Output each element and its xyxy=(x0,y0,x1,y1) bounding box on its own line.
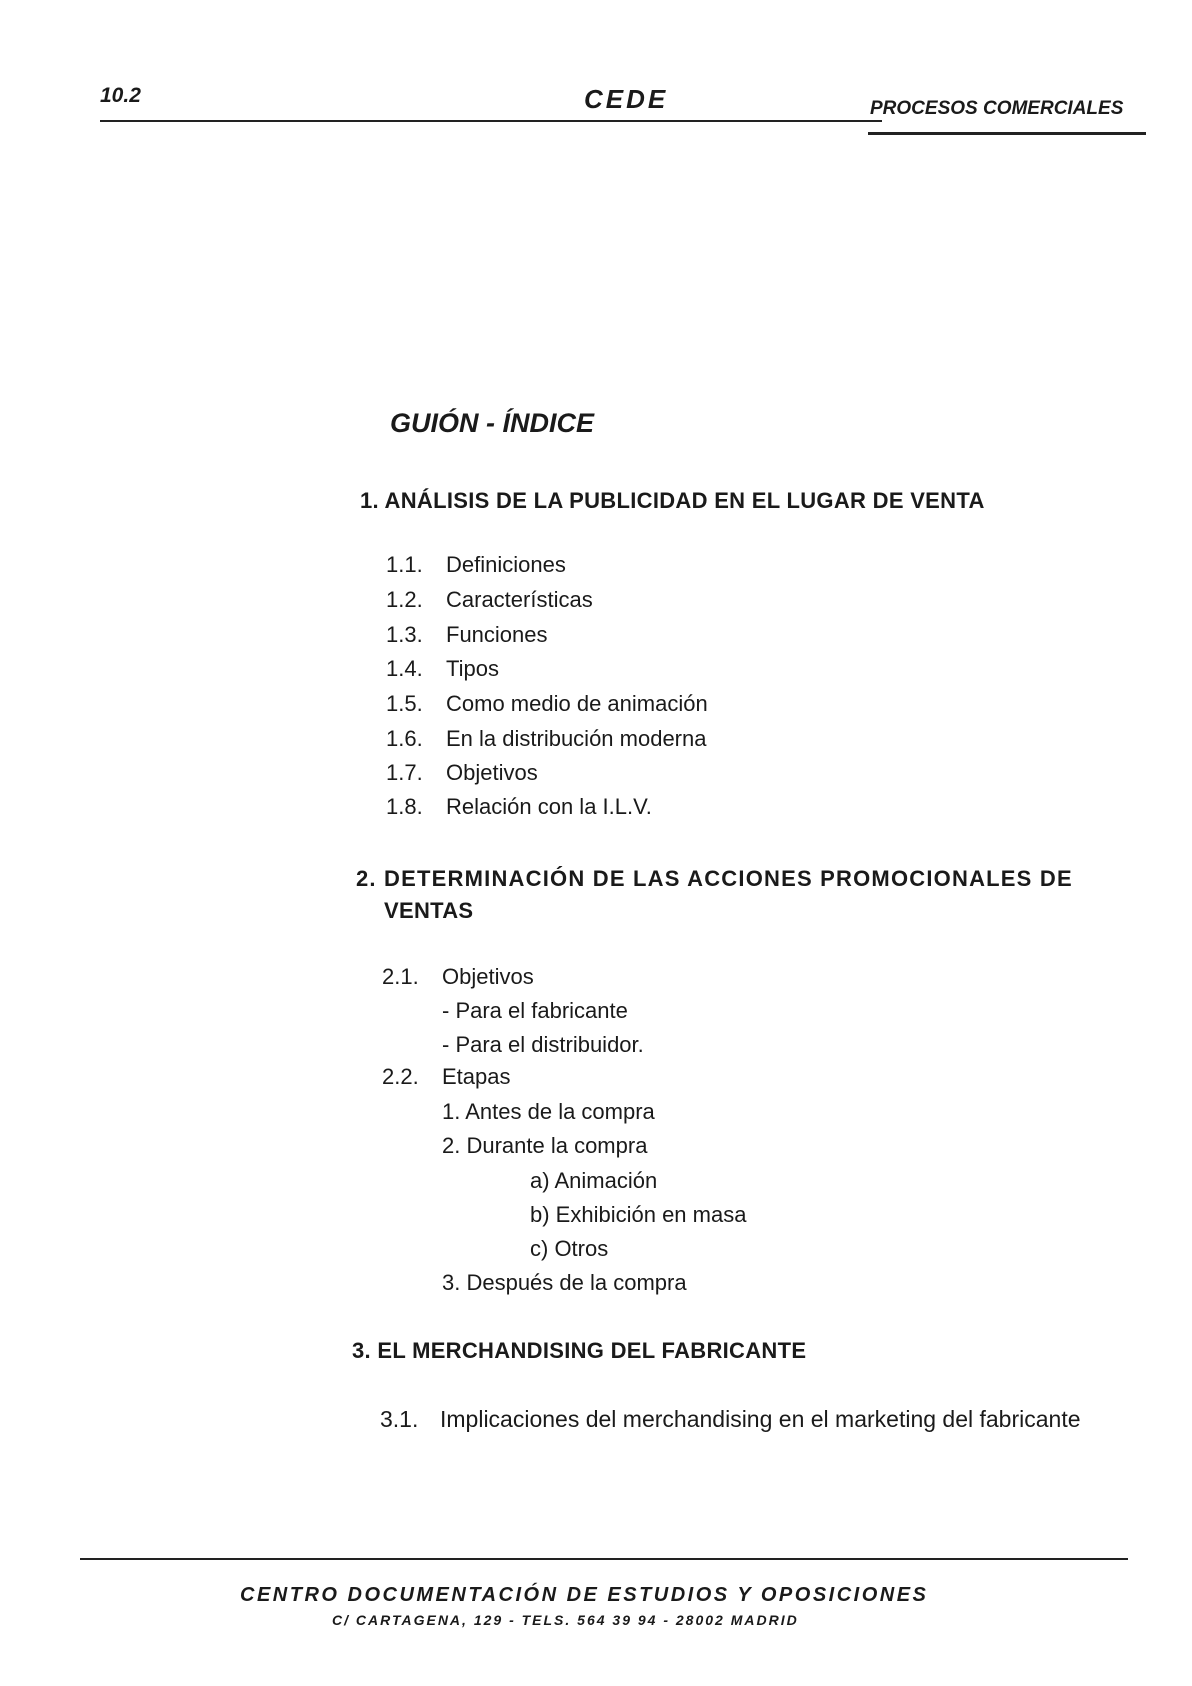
toc-item-label: Definiciones xyxy=(446,552,566,577)
page-number: 10.2 xyxy=(100,84,141,107)
toc-item-label: Tipos xyxy=(446,656,499,681)
subject-title: PROCESOS COMERCIALES xyxy=(870,98,1124,119)
toc-item xyxy=(380,1406,1081,1433)
toc-item-label: Como medio de animación xyxy=(446,691,708,716)
toc-item-number: 2.2. xyxy=(382,1064,419,1089)
footer-address: C/ CARTAGENA, 129 - TELS. 564 39 94 - 28002 MADRID xyxy=(332,1612,799,1628)
section-2-heading: 2. DETERMINACIÓN DE LAS ACCIONES PROMOCIONALES DE xyxy=(356,866,1073,891)
toc-subsubitem: c) Otros xyxy=(530,1236,609,1261)
toc-item xyxy=(386,622,548,648)
footer-organization: CENTRO DOCUMENTACIÓN DE ESTUDIOS Y OPOSICIONES xyxy=(240,1584,929,1606)
toc-item xyxy=(386,552,566,578)
toc-subitem: - Para el distribuidor. xyxy=(442,1032,644,1057)
toc-item-label: Implicaciones del merchandising en el marketing del fabricante xyxy=(440,1406,1081,1432)
toc-subitem: 1. Antes de la compra xyxy=(442,1099,655,1124)
toc-item-number: 1.3. xyxy=(386,622,423,647)
toc-item xyxy=(382,1064,511,1090)
section-3-heading: 3. EL MERCHANDISING DEL FABRICANTE xyxy=(352,1338,807,1363)
toc-item-number: 1.4. xyxy=(386,656,423,681)
section-1-heading: 1. ANÁLISIS DE LA PUBLICIDAD EN EL LUGAR DE VENTA xyxy=(360,488,985,513)
toc-item-label: Objetivos xyxy=(446,760,538,785)
toc-item-number: 1.1. xyxy=(386,552,423,577)
publisher-logo-text: CEDE xyxy=(584,84,669,114)
toc-item-label: Características xyxy=(446,587,593,612)
toc-item xyxy=(386,587,593,613)
toc-item xyxy=(386,691,708,717)
toc-item-label: Etapas xyxy=(442,1064,511,1089)
toc-item-label: Relación con la I.L.V. xyxy=(446,794,652,819)
toc-item xyxy=(386,726,706,752)
toc-item-number: 1.7. xyxy=(386,760,423,785)
toc-item xyxy=(386,656,499,682)
toc-item-number: 1.6. xyxy=(386,726,423,751)
toc-subsubitem: a) Animación xyxy=(530,1168,658,1193)
toc-item-label: Funciones xyxy=(446,622,548,647)
toc-subitem: - Para el fabricante xyxy=(442,998,628,1023)
toc-item-number: 3.1. xyxy=(380,1406,419,1432)
header-rule xyxy=(100,120,882,122)
toc-item xyxy=(386,760,538,786)
header-rule-right xyxy=(868,132,1146,135)
toc-item-number: 1.2. xyxy=(386,587,423,612)
toc-item-number: 1.8. xyxy=(386,794,423,819)
toc-item-label: En la distribución moderna xyxy=(446,726,707,751)
footer-rule xyxy=(80,1558,1128,1560)
section-2-heading-cont: VENTAS xyxy=(384,898,474,923)
toc-item-number: 1.5. xyxy=(386,691,423,716)
toc-item xyxy=(386,794,652,820)
page-title: GUIÓN - ÍNDICE xyxy=(390,408,595,438)
toc-item-label: Objetivos xyxy=(442,964,534,989)
toc-item xyxy=(382,964,534,990)
toc-subitem: 2. Durante la compra xyxy=(442,1133,648,1158)
toc-subitem: 3. Después de la compra xyxy=(442,1270,687,1295)
toc-item-number: 2.1. xyxy=(382,964,419,989)
toc-subsubitem: b) Exhibición en masa xyxy=(530,1202,747,1227)
